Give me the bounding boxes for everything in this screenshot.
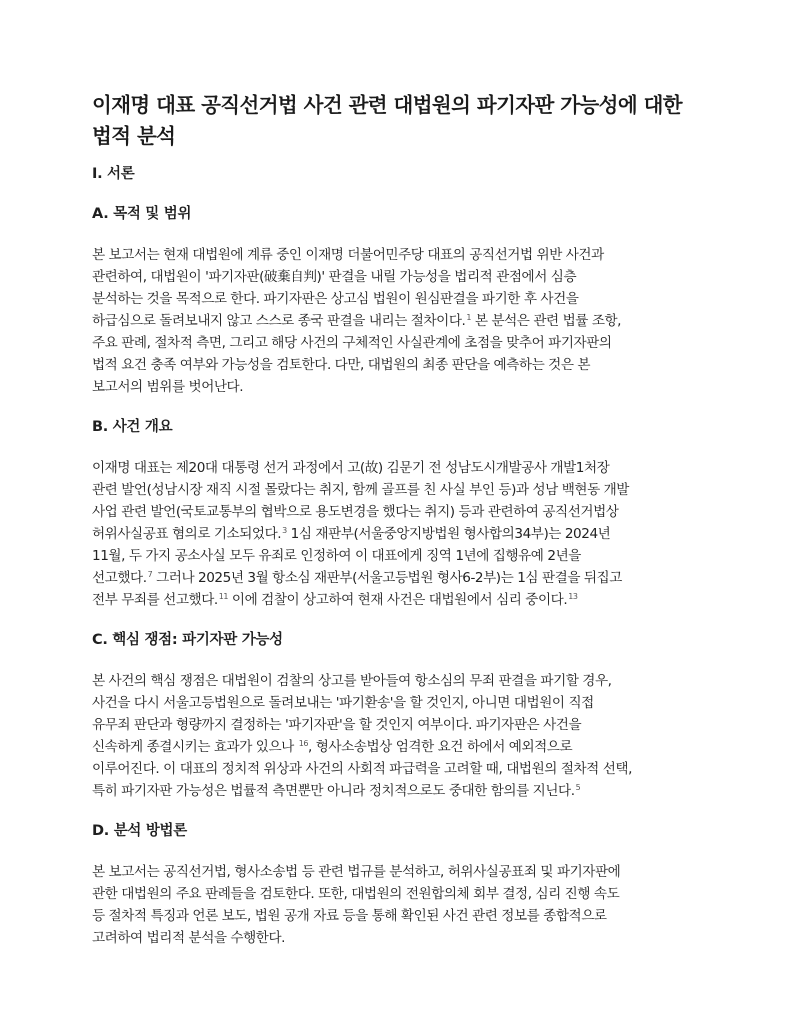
paragraph-line	[92, 457, 732, 479]
line-text-continued: 1심 재판부(서울중앙지방법원 형사합의34부)는 2024년	[286, 526, 611, 542]
paragraph-line	[92, 501, 732, 523]
line-text: 본 사건의 핵심 쟁점은 대법원이 검찰의 상고를 받아들여 항소심의 무죄 판결을 파기할 경우,	[92, 673, 612, 689]
paragraph-line	[92, 670, 732, 692]
paragraph-line	[92, 266, 732, 288]
line-text: 이루어진다. 이 대표의 정치적 위상과 사건의 사회적 파급력을 고려할 때, 대법원의 절차적 선택,	[92, 761, 632, 777]
paragraph-line	[92, 288, 732, 310]
paragraph-line	[92, 883, 732, 905]
line-text-continued: 이에 검찰이 상고하여 현재 사건은 대법원에서 심리 중이다.	[228, 592, 568, 608]
subsection-heading-case-overview: B. 사건 개요	[92, 419, 173, 435]
footnote-reference[interactable]: 5	[575, 783, 581, 792]
line-text: 관련하여, 대법원이 '파기자판(破棄自判)' 판결을 내릴 가능성을 법리적 관점에서 심층	[92, 269, 577, 285]
paragraph-line	[92, 523, 732, 545]
paragraph-line	[92, 354, 732, 376]
line-text: 사건을 다시 서울고등법원으로 돌려보내는 '파기환송'을 할 것인지, 아니면 대법원이 직접	[92, 695, 594, 711]
paragraph-line	[92, 780, 732, 802]
paragraph-line	[92, 332, 732, 354]
line-text: 관한 대법원의 주요 판례들을 검토한다. 또한, 대법원의 전원합의체 회부 결정, 심리 진행 속도	[92, 886, 620, 902]
line-text: 특히 파기자판 가능성은 법률적 측면뿐만 아니라 정치적으로도 중대한 함의를 지닌다.	[92, 783, 575, 799]
line-text: 법적 요건 충족 여부와 가능성을 검토한다. 다만, 대법원의 최종 판단을 예측하는 것은 본	[92, 357, 591, 373]
line-text-continued: 본 분석은 관련 법률 조항,	[471, 313, 622, 329]
subsections-container	[92, 204, 732, 949]
subsection-heading-methodology: D. 분석 방법론	[92, 823, 187, 839]
line-text: 이재명 대표는 제20대 대통령 선거 과정에서 고(故) 김문기 전 성남도시개발공사 개발1처장	[92, 460, 610, 476]
footnote-reference[interactable]: 13	[568, 592, 578, 601]
paragraph-line	[92, 927, 732, 949]
footnote-reference[interactable]: 7	[147, 570, 153, 579]
title-line-1: 이재명 대표 공직선거법 사건 관련 대법원의 파기자판 가능성에 대한	[92, 93, 682, 117]
paragraph-line	[92, 479, 732, 501]
footnote-reference[interactable]: 11	[218, 592, 229, 601]
line-text: 본 보고서는 현재 대법원에 계류 중인 이재명 더불어민주당 대표의 공직선거법 위반 사건과	[92, 247, 604, 263]
subsection-heading-purpose-and-scope: A. 목적 및 범위	[92, 206, 192, 222]
line-text: 사업 관련 발언(국토교통부의 협박으로 용도변경을 했다는 취지) 등과 관련하여 공직선거법상	[92, 504, 619, 520]
paragraph-key-issue	[92, 670, 732, 802]
line-text: 고려하여 법리적 분석을 수행한다.	[92, 930, 286, 946]
paragraph-methodology	[92, 861, 732, 949]
paragraph-line	[92, 692, 732, 714]
title-line-2: 법적 분석	[92, 124, 176, 148]
paragraph-line	[92, 714, 732, 736]
paragraph-line	[92, 905, 732, 927]
footnote-reference[interactable]: 3	[282, 526, 287, 535]
paragraph-line	[92, 736, 732, 758]
line-text-continued: 그러나 2025년 3월 항소심 재판부(서울고등법원 형사6-2부)는 1심 판결을 뒤집고	[152, 570, 622, 586]
line-text: 등 절차적 특징과 언론 보도, 법원 공개 자료 등을 통해 확인된 사건 관련 정보를 종합적으로	[92, 908, 607, 924]
line-text: 관련 발언(성남시장 재직 시절 몰랐다는 취지, 함께 골프를 친 사실 부인 등)과 성남 백현동 개발	[92, 482, 629, 498]
line-text: 분석하는 것을 목적으로 한다. 파기자판은 상고심 법원이 원심판결을 파기한 후 사건을	[92, 291, 579, 307]
line-text: 주요 판례, 절차적 측면, 그리고 해당 사건의 구체적인 사실관계에 초점을 맞추어 파기자판의	[92, 335, 612, 351]
paragraph-line	[92, 545, 732, 567]
paragraph-line	[92, 861, 732, 883]
paragraph-line	[92, 244, 732, 266]
document-title	[92, 90, 732, 152]
document-page	[92, 90, 732, 968]
paragraph-purpose-and-scope	[92, 244, 732, 398]
line-text: 허위사실공표 혐의로 기소되었다.	[92, 526, 282, 542]
section-heading-introduction: I. 서론	[92, 166, 135, 182]
line-text: 전부 무죄를 선고했다.	[92, 592, 218, 608]
line-text-continued: , 형사소송법상 엄격한 요건 하에서 예외적으로	[308, 739, 573, 755]
line-text: 선고했다.	[92, 570, 147, 586]
line-text: 본 보고서는 공직선거법, 형사소송법 등 관련 법규를 분석하고, 허위사실공표죄 및 파기자판에	[92, 864, 621, 880]
line-text: 보고서의 범위를 벗어난다.	[92, 379, 244, 395]
paragraph-line	[92, 589, 732, 611]
paragraph-line	[92, 567, 732, 589]
line-text: 11월, 두 가지 공소사실 모두 유죄로 인정하여 이 대표에게 징역 1년에 집행유예 2년을	[92, 548, 581, 564]
paragraph-case-overview	[92, 457, 732, 611]
footnote-reference[interactable]: 1	[466, 313, 472, 322]
line-text: 유무죄 판단과 형량까지 결정하는 '파기자판'을 할 것인지 여부이다. 파기자판은 사건을	[92, 717, 582, 733]
line-text: 신속하게 종결시키는 효과가 있으나	[92, 739, 298, 755]
paragraph-line	[92, 310, 732, 332]
footnote-reference[interactable]: 16	[298, 739, 308, 748]
paragraph-line	[92, 758, 732, 780]
line-text: 하급심으로 돌려보내지 않고 스스로 종국 판결을 내리는 절차이다.	[92, 313, 466, 329]
subsection-heading-key-issue: C. 핵심 쟁점: 파기자판 가능성	[92, 632, 283, 648]
paragraph-line	[92, 376, 732, 398]
